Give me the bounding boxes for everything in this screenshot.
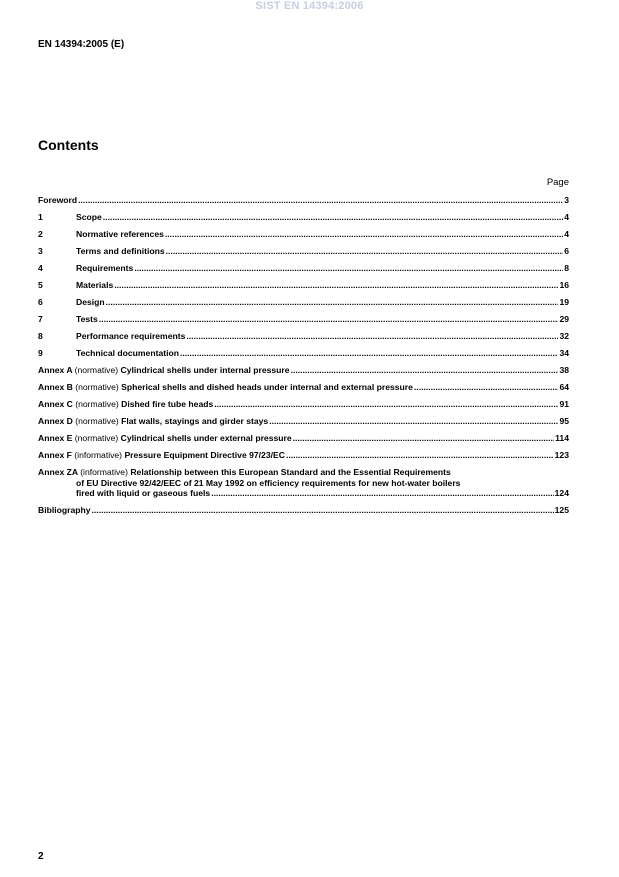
annex-label: Annex D [38,416,73,426]
toc-annex-za[interactable] [38,467,569,499]
page-column-label: Page [546,177,569,188]
annex-title: Cylindrical shells under internal pressure [120,365,290,375]
toc-entry-title: Scope [76,212,102,222]
toc-bibliography[interactable] [38,505,569,516]
annex-title: Flat walls, stayings and girder stays [121,416,269,426]
toc-entry-page: 114 [555,433,569,443]
annex-label: Annex E [38,433,73,443]
annex-kind: (normative) [75,416,119,426]
toc-entry-title: Bibliography [38,504,91,515]
annex-label: Annex F [38,450,72,460]
annex-title-continued: of EU Directive 92/42/EEC of 21 May 1992 on efficiency requirements for new hot-water boilers [76,477,461,488]
annex-label: Annex A [38,365,73,375]
annex-za-line-3 [38,488,569,499]
toc-dot-leader [286,450,554,461]
contents-heading: Contents [38,137,99,153]
toc-entry-page: 32 [559,331,569,341]
toc-entry-title: Tests [76,314,98,324]
toc-annex-entry[interactable] [38,365,569,376]
toc-annex-entry[interactable] [38,399,569,410]
toc-dot-leader [92,505,554,516]
toc-entry-title: Requirements [76,263,134,273]
toc-entry-number: 8 [38,331,43,341]
table-of-contents [38,195,569,516]
toc-dot-leader [269,416,558,427]
toc-dot-leader [186,331,558,342]
toc-entry-number: 2 [38,229,43,239]
toc-entry-title: Terms and definitions [76,246,165,256]
toc-entry-number: 6 [38,297,43,307]
toc-entry-page: 29 [559,314,569,324]
toc-entry-page: 6 [564,246,569,256]
annex-za-line-2 [38,478,569,489]
toc-entry-title: Design [76,297,105,307]
annex-title: Dished fire tube heads [121,399,214,409]
toc-entry-title: Technical documentation [76,348,179,358]
toc-entry-page: 4 [564,212,569,222]
toc-entry-page: 124 [554,488,569,498]
toc-entry[interactable] [38,212,569,223]
toc-dot-leader [293,433,554,444]
annex-label: Annex B [38,382,73,392]
annex-title: Spherical shells and dished heads under internal and external pressure [121,382,413,392]
toc-entry-number: 1 [38,212,43,222]
toc-dot-leader [166,246,564,257]
toc-dot-leader [114,280,558,291]
document-id: EN 14394:2005 (E) [38,39,125,50]
annex-kind: (normative) [75,382,119,392]
toc-annex-heading [38,450,285,461]
watermark: SIST EN 14394:2006 [255,0,364,12]
toc-entry-number: 4 [38,263,43,273]
annex-title: Pressure Equipment Directive 97/23/EC [124,450,285,460]
toc-annex-heading [38,399,213,410]
toc-dot-leader [78,195,563,206]
toc-entry-page: 34 [559,348,569,358]
toc-dot-leader [106,297,559,308]
toc-entry-number: 5 [38,280,43,290]
toc-dot-leader [103,212,563,223]
annex-za-line-1 [38,467,569,478]
toc-annex-entry[interactable] [38,433,569,444]
toc-annex-heading [38,382,413,393]
toc-entry[interactable] [38,331,569,342]
toc-entry-number: 7 [38,314,43,324]
footer-page-number: 2 [38,851,44,862]
toc-entry-page: 16 [559,280,569,290]
toc-entry[interactable] [38,229,569,240]
toc-entry-page: 19 [559,297,569,307]
toc-entry-page: 38 [559,365,569,375]
annex-kind: (informative) [74,450,123,460]
toc-entry[interactable] [38,348,569,359]
annex-kind: (normative) [74,433,119,443]
toc-entry[interactable] [38,263,569,274]
toc-entry-title: Normative references [76,229,164,239]
toc-annex-entry[interactable] [38,382,569,393]
toc-entry-page: 123 [554,450,569,460]
toc-dot-leader [165,229,563,240]
toc-entry-page: 3 [564,195,569,205]
toc-dot-leader [214,399,558,410]
annex-kind: (normative) [74,365,119,375]
annex-kind: (informative) [80,467,128,477]
toc-dot-leader [134,263,563,274]
toc-entry[interactable] [38,280,569,291]
toc-annex-heading [38,365,290,376]
toc-entry-page: 91 [559,399,569,409]
toc-entry[interactable] [38,195,569,206]
toc-dot-leader [180,348,558,359]
toc-entry-title: Foreword [38,195,78,205]
toc-entry-page: 64 [559,382,569,392]
toc-dot-leader [99,314,559,325]
toc-annex-heading [38,433,292,444]
annex-kind: (normative) [75,399,119,409]
annex-title: Cylindrical shells under external pressure [120,433,292,443]
toc-annex-entry[interactable] [38,450,569,461]
toc-dot-leader [414,382,559,393]
toc-entry-page: 4 [564,229,569,239]
toc-entry-title: Performance requirements [76,331,186,341]
toc-dot-leader [211,488,553,499]
toc-entry-title: Materials [76,280,114,290]
toc-annex-heading [38,416,268,427]
annex-label: Annex C [38,399,73,409]
toc-dot-leader [291,365,559,376]
toc-entry[interactable] [38,297,569,308]
annex-title-continued: fired with liquid or gaseous fuels [76,488,211,498]
annex-label: Annex ZA [38,467,78,477]
toc-entry-page: 95 [559,416,569,426]
toc-annex-entry[interactable] [38,416,569,427]
toc-entry-page: 8 [564,263,569,273]
toc-entry-number: 9 [38,348,43,358]
annex-title: Relationship between this European Standard and the Essential Requirements [130,467,451,477]
toc-entry-page: 125 [554,504,569,515]
toc-entry[interactable] [38,246,569,257]
toc-entry[interactable] [38,314,569,325]
toc-entry-number: 3 [38,246,43,256]
